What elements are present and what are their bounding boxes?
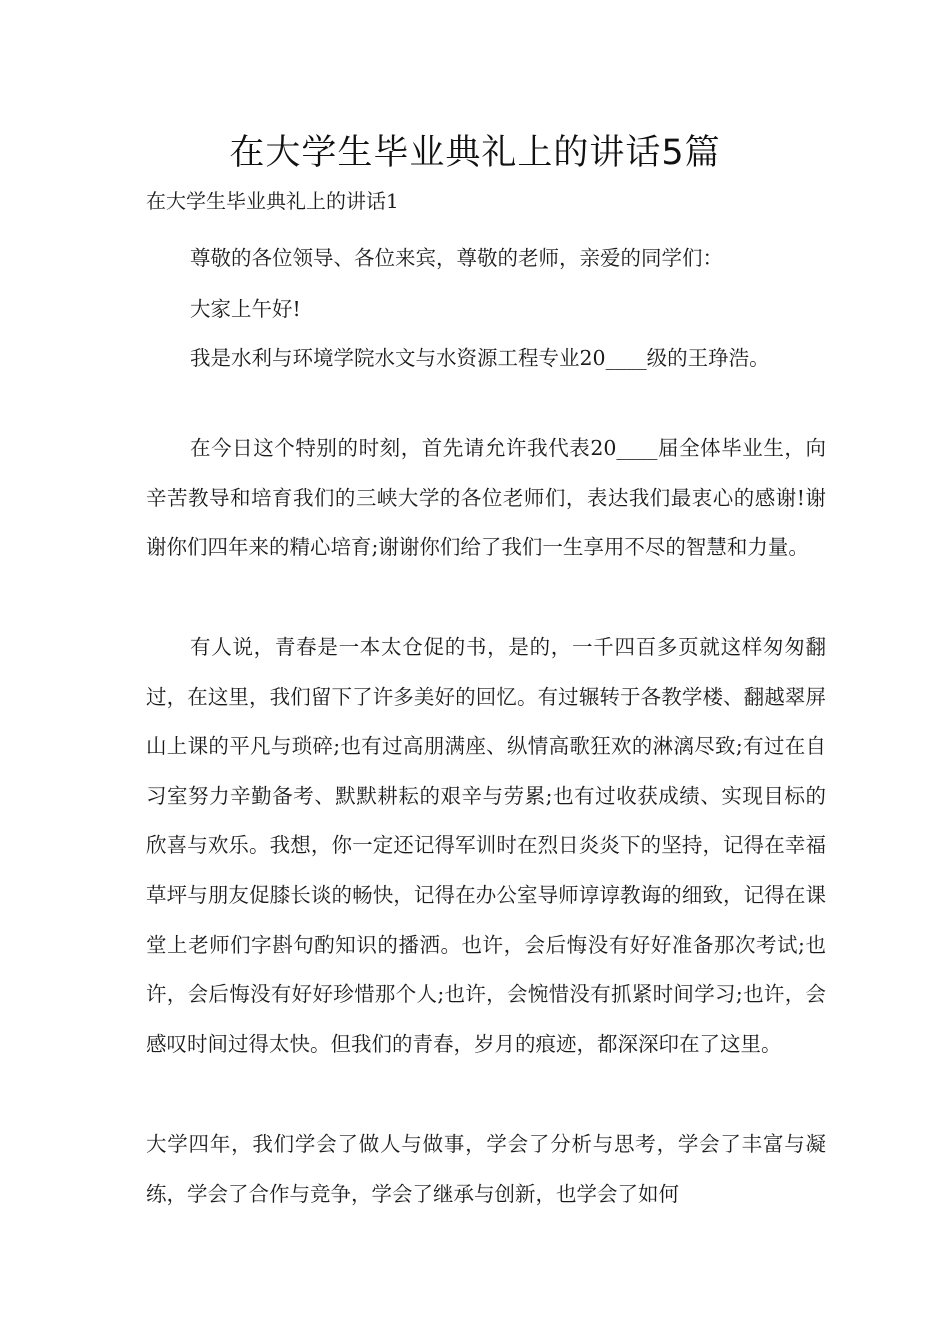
paragraph-self-introduction: 我是水利与环境学院水文与水资源工程专业20____级的王琤浩。 (190, 346, 770, 370)
paragraph-memories: 有人说，青春是一本太仓促的书，是的，一千四百多页就这样匆匆翻过，在这里，我们留下了许多美好的回忆。有过辗转于各教学楼、翻越翠屏山上课的平凡与琐碎;也有过高朋满座、纵情高歌狂欢的淋漓尽致;有过在自习室努力辛勤备考、默默耕耘的艰辛与劳累;也有过收获成绩、实现目标的欣喜与欢乐。我想，你一定还记得军训时在烈日炎炎下的坚持，记得在幸福草坪与朋友促膝长谈的畅快，记得在办公室导师谆谆教诲的细致，记得在课堂上老师们字斟句酌知识的播洒。也许，会后悔没有好好准备那次考试;也许，会后悔没有好好珍惜那个人;也许，会惋惜没有抓紧时间学习;也许，会感叹时间过得太快。但我们的青春，岁月的痕迹，都深深印在了这里。 (146, 635, 826, 1056)
paragraph-four-years: 大学四年，我们学会了做人与做事，学会了分析与思考，学会了丰富与凝练，学会了合作与竞争，学会了继承与创新，也学会了如何 (146, 1132, 826, 1206)
paragraph-thanks: 在今日这个特别的时刻，首先请允许我代表20____届全体毕业生，向辛苦教导和培育我们的三峡大学的各位老师们，表达我们最衷心的感谢!谢谢你们四年来的精心培育;谢谢你们给了我们一生享用不尽的智慧和力量。 (146, 436, 826, 560)
document-title: 在大学生毕业典礼上的讲话5篇 (229, 133, 721, 173)
section-heading: 在大学生毕业典礼上的讲话1 (146, 189, 399, 213)
paragraph-salutation: 尊敬的各位领导、各位来宾，尊敬的老师，亲爱的同学们： (190, 246, 723, 270)
paragraph-greeting: 大家上午好! (190, 297, 301, 321)
